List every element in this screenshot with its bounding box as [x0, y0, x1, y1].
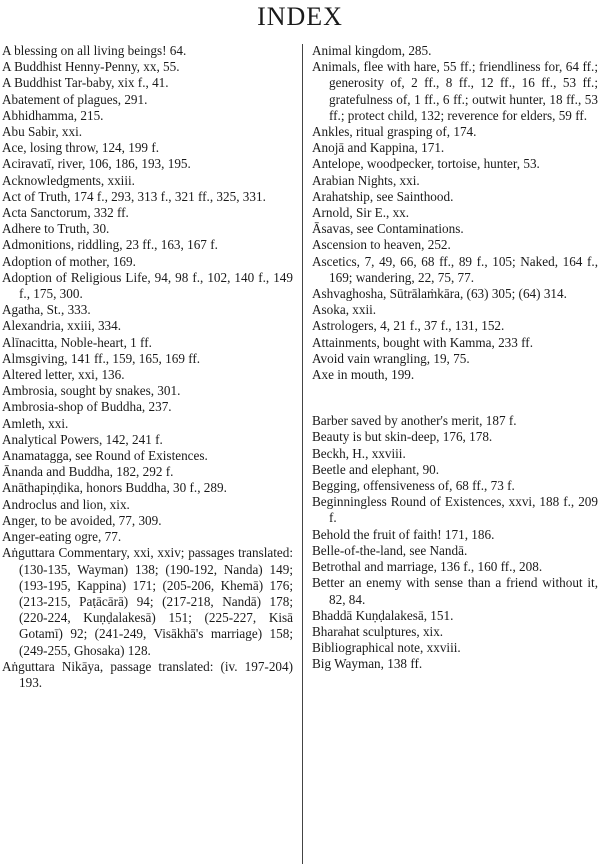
index-entry: Androclus and lion, xix. [2, 496, 130, 512]
index-entry: Bharahat sculptures, xix. [312, 623, 444, 639]
index-entry: Bibliographical note, xxviii. [312, 640, 461, 656]
index-entry: Ace, losing throw, 124, 199 f. [2, 140, 160, 156]
index-entry: Acta Sanctorum, 332 ff. [2, 205, 129, 221]
index-entry: Betrothal and marriage, 136 f., 160 ff., 208. [312, 559, 543, 575]
index-entry: Astrologers, 4, 21 f., 37 f., 131, 152. [312, 318, 505, 334]
index-entry: Act of Truth, 174 f., 293, 313 f., 321 ff., 325, 331. [2, 188, 266, 204]
index-entry: Beetle and elephant, 90. [312, 461, 440, 477]
index-entry: Attainments, bought with Kamma, 233 ff. [312, 334, 533, 350]
index-entry: Axe in mouth, 199. [312, 367, 415, 383]
index-column-right [312, 43, 598, 673]
index-entry: Alexandria, xxiii, 334. [2, 318, 122, 334]
index-entry: Arahatship, see Sainthood. [312, 188, 454, 204]
index-column-left [2, 43, 293, 691]
index-entry: Anger, to be avoided, 77, 309. [2, 512, 162, 528]
index-entry: Agatha, St., 333. [2, 302, 91, 318]
index-entry: Bhaddā Kuṇḍalakesā, 151. [312, 607, 454, 623]
index-entry: Aṅguttara Nikāya, passage translated: (iv. 197-204) 193. [2, 658, 293, 690]
index-entry: Avoid vain wrangling, 19, 75. [312, 350, 470, 366]
index-entry: Abatement of plagues, 291. [2, 91, 148, 107]
index-entry: Ascension to heaven, 252. [312, 237, 451, 253]
index-entry: Admonitions, riddling, 23 ff., 163, 167 f. [2, 237, 218, 253]
index-entry: A Buddhist Tar-baby, xix f., 41. [2, 75, 169, 91]
index-entry: Analytical Powers, 142, 241 f. [2, 431, 163, 447]
index-entry: Acknowledgments, xxiii. [2, 172, 135, 188]
index-entry: Aṅguttara Commentary, xxi, xxiv; passages translated: (130-135, Wayman) 138; (190-192, Nanda) 149; (193-195, Kappina) 171; (205-206, Khemā) 176; (213-215, Paṭācārā) 94; (217-218, Nandā) 178; (220-224, Kuṇḍalakesā) 151; (225-227, Kisā Gotamī) 92; (241-249, Visākhā's marriage) 158; (249-255, Ghosaka) 128. [2, 545, 293, 658]
index-entry: Adoption of mother, 169. [2, 253, 136, 269]
index-entry: Asoka, xxii. [312, 302, 377, 318]
index-entry: Beginningless Round of Existences, xxvi, 188 f., 209 f. [312, 494, 598, 526]
index-entry: Behold the fruit of faith! 171, 186. [312, 526, 495, 542]
index-entry: Abu Sabir, xxi. [2, 124, 83, 140]
index-entry: Animals, flee with hare, 55 ff.; friendliness for, 64 ff.; generosity of, 2 ff., 8 ff., 12 ff., 16 ff., 53 ff.; gratefulness of, 1 ff., 6 ff.; outwit hunter, 18 ff., 53 ff.; protect child, 132; reverence for elders, 59 ff. [312, 59, 598, 123]
index-entry: Aciravatī, river, 106, 186, 193, 195. [2, 156, 191, 172]
index-entry: Beauty is but skin-deep, 176, 178. [312, 429, 493, 445]
index-entry: Ānanda and Buddha, 182, 292 f. [2, 464, 174, 480]
index-entry: Ambrosia-shop of Buddha, 237. [2, 399, 172, 415]
index-entry: Belle-of-the-land, see Nandā. [312, 542, 468, 558]
index-entry: Anāthapiṇḍika, honors Buddha, 30 f., 289. [2, 480, 227, 496]
index-entry: Alīnacitta, Noble-heart, 1 ff. [2, 334, 152, 350]
index-entry: A Buddhist Henny-Penny, xx, 55. [2, 59, 180, 75]
index-entry: Abhidhamma, 215. [2, 107, 104, 123]
index-entry: Arnold, Sir E., xx. [312, 205, 410, 221]
column-divider [302, 44, 303, 864]
index-entry: Better an enemy with sense than a friend without it, 82, 84. [312, 575, 598, 607]
index-entry: Anojā and Kappina, 171. [312, 140, 445, 156]
index-entry: Amleth, xxi. [2, 415, 69, 431]
index-entry: Ankles, ritual grasping of, 174. [312, 124, 477, 140]
index-entry: A blessing on all living beings! 64. [2, 43, 187, 58]
index-entry: Beckh, H., xxviii. [312, 445, 406, 461]
index-entry: Adoption of Religious Life, 94, 98 f., 102, 140 f., 149 f., 175, 300. [2, 269, 293, 302]
page-title: INDEX [257, 2, 343, 31]
index-entry: Ambrosia, sought by snakes, 301. [2, 383, 181, 399]
index-entry: Ashvaghosha, Sūtrālaṁkāra, (63) 305; (64) 314. [312, 286, 567, 302]
index-entry: Anger-eating ogre, 77. [2, 529, 122, 545]
index-entry: Antelope, woodpecker, tortoise, hunter, 53. [312, 156, 540, 172]
index-entry: Big Wayman, 138 ff. [312, 656, 423, 672]
index-entry: Altered letter, xxi, 136. [2, 367, 125, 383]
index-entry: Āsavas, see Contaminations. [312, 221, 464, 237]
index-entry: Arabian Nights, xxi. [312, 172, 420, 188]
index-entry: Ascetics, 7, 49, 66, 68 ff., 89 f., 105; Naked, 164 f., 169; wandering, 22, 75, 77. [312, 253, 598, 285]
index-entry: Barber saved by another's merit, 187 f. [312, 413, 517, 429]
index-entry: Animal kingdom, 285. [312, 43, 432, 58]
index-entry: Anamatagga, see Round of Existences. [2, 448, 208, 464]
index-entry: Adhere to Truth, 30. [2, 221, 110, 237]
index-entry: Begging, offensiveness of, 68 ff., 73 f. [312, 478, 515, 494]
index-entry: Almsgiving, 141 ff., 159, 165, 169 ff. [2, 350, 201, 366]
